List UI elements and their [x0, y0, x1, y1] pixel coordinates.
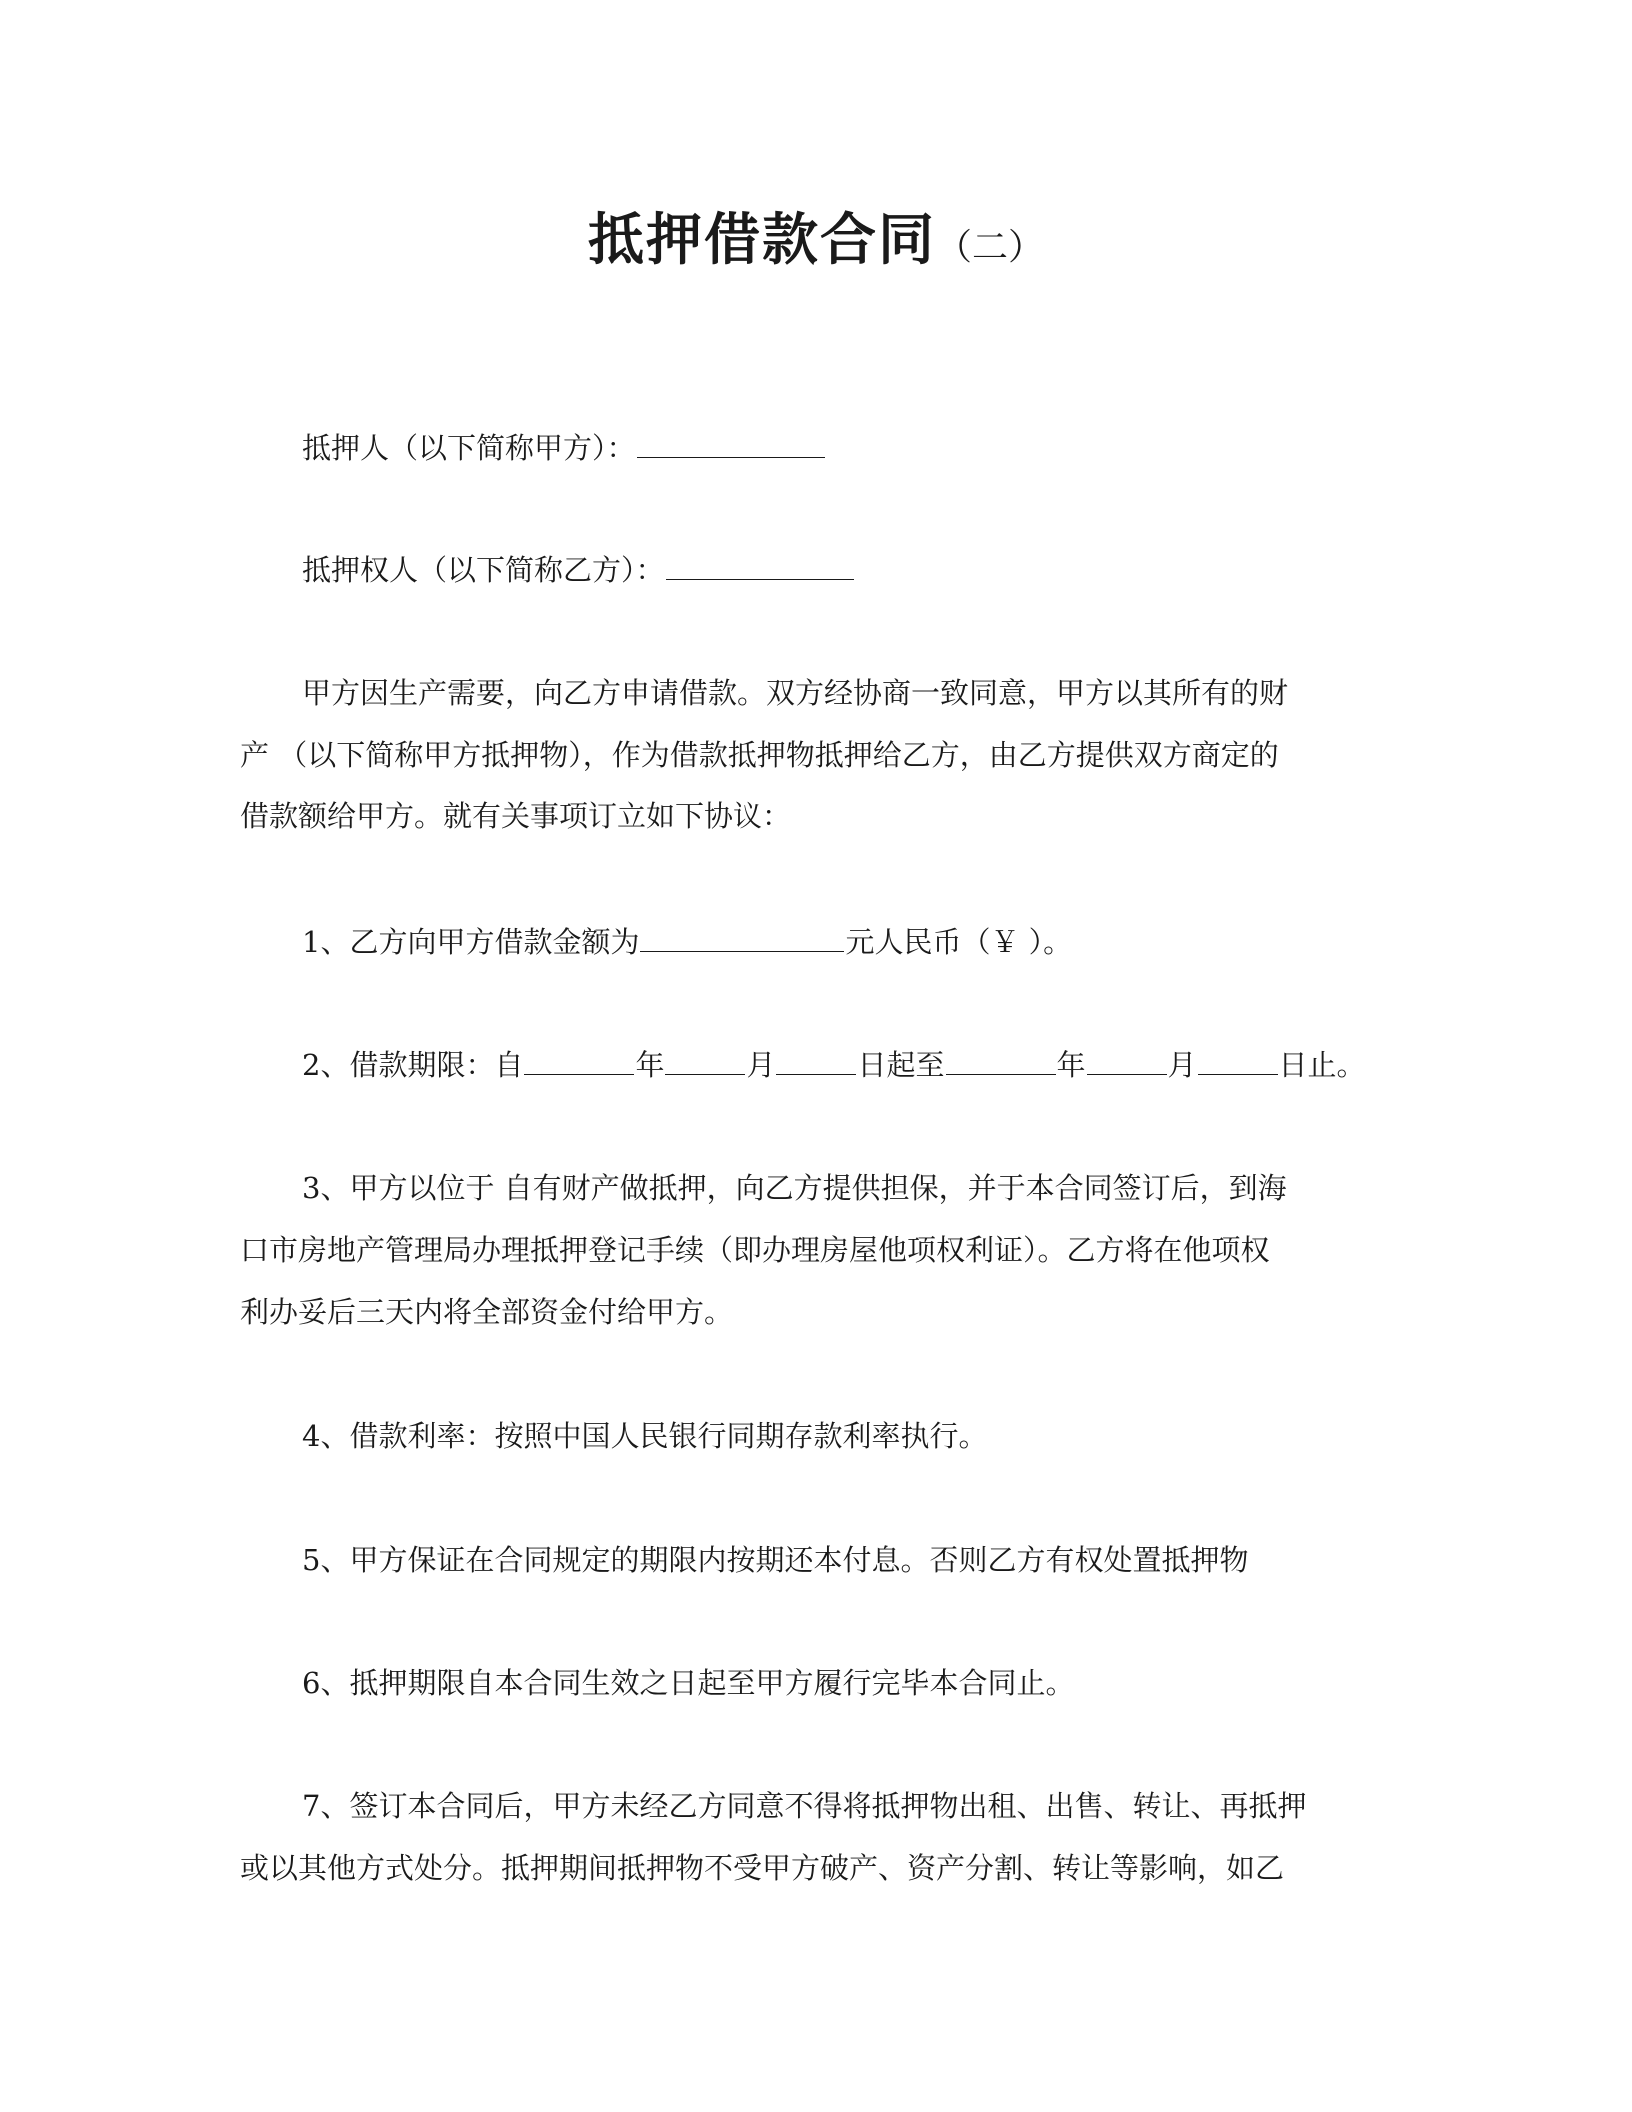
start-day-blank — [776, 1044, 856, 1075]
preamble-line-3: 借款额给甲方。就有关事项订立如下协议： — [240, 799, 792, 833]
clause-2-day-2: 日止。 — [1278, 1048, 1366, 1082]
preamble-line-2: 产 （以下简称甲方抵押物），作为借款抵押物抵押给乙方，由乙方提供双方商定的 — [240, 738, 1279, 772]
mortgagee-blank — [666, 549, 854, 580]
end-year-blank — [946, 1044, 1056, 1075]
document-title — [0, 196, 1632, 276]
clause-2-prefix: 2、借款期限：自 — [302, 1048, 524, 1082]
mortgagor-label: 抵押人（以下简称甲方）： — [302, 431, 636, 465]
start-year-blank — [524, 1044, 634, 1075]
mortgagor-blank — [637, 427, 825, 458]
clause-2 — [302, 1044, 1366, 1085]
clause-5: 5、甲方保证在合同规定的期限内按期还本付息。否则乙方有权处置抵押物 — [302, 1543, 1249, 1577]
clause-3-line-2: 口市房地产管理局办理抵押登记手续（即办理房屋他项权利证）。乙方将在他项权 — [240, 1233, 1270, 1267]
clause-2-month-2: 月 — [1167, 1048, 1197, 1082]
clause-4: 4、借款利率：按照中国人民银行同期存款利率执行。 — [302, 1419, 988, 1453]
clause-3-line-1: 3、甲方以位于 自有财产做抵押，向乙方提供担保，并于本合同签订后，到海 — [302, 1171, 1287, 1205]
clause-1-prefix: 1、乙方向甲方借款金额为 — [302, 925, 640, 959]
clause-7-line-2: 或以其他方式处分。抵押期间抵押物不受甲方破产、资产分割、转让等影响，如乙 — [240, 1851, 1285, 1885]
clause-1-suffix: 元人民币（￥ ）。 — [845, 925, 1073, 959]
mortgagee-line — [302, 549, 855, 590]
clause-6: 6、抵押期限自本合同生效之日起至甲方履行完毕本合同止。 — [302, 1666, 1075, 1700]
clause-2-year-2: 年 — [1056, 1048, 1086, 1082]
mortgagor-line — [302, 427, 826, 468]
clause-2-day-1: 日起至 — [857, 1048, 945, 1082]
end-day-blank — [1198, 1044, 1278, 1075]
loan-amount-blank — [640, 921, 844, 952]
mortgagee-label: 抵押权人（以下简称乙方）： — [302, 553, 665, 587]
title-suffix: （二） — [935, 227, 1044, 268]
clause-2-month-1: 月 — [746, 1048, 776, 1082]
clause-3-line-3: 利办妥后三天内将全部资金付给甲方。 — [240, 1295, 734, 1329]
end-month-blank — [1087, 1044, 1167, 1075]
clause-7-line-1: 7、签订本合同后，甲方未经乙方同意不得将抵押物出租、出售、转让、再抵押 — [302, 1789, 1307, 1823]
preamble-line-1: 甲方因生产需要，向乙方申请借款。双方经协商一致同意，甲方以其所有的财 — [302, 676, 1289, 710]
clause-2-year-1: 年 — [635, 1048, 665, 1082]
clause-1 — [302, 921, 1072, 962]
start-month-blank — [665, 1044, 745, 1075]
title-main: 抵押借款合同 — [587, 208, 936, 273]
